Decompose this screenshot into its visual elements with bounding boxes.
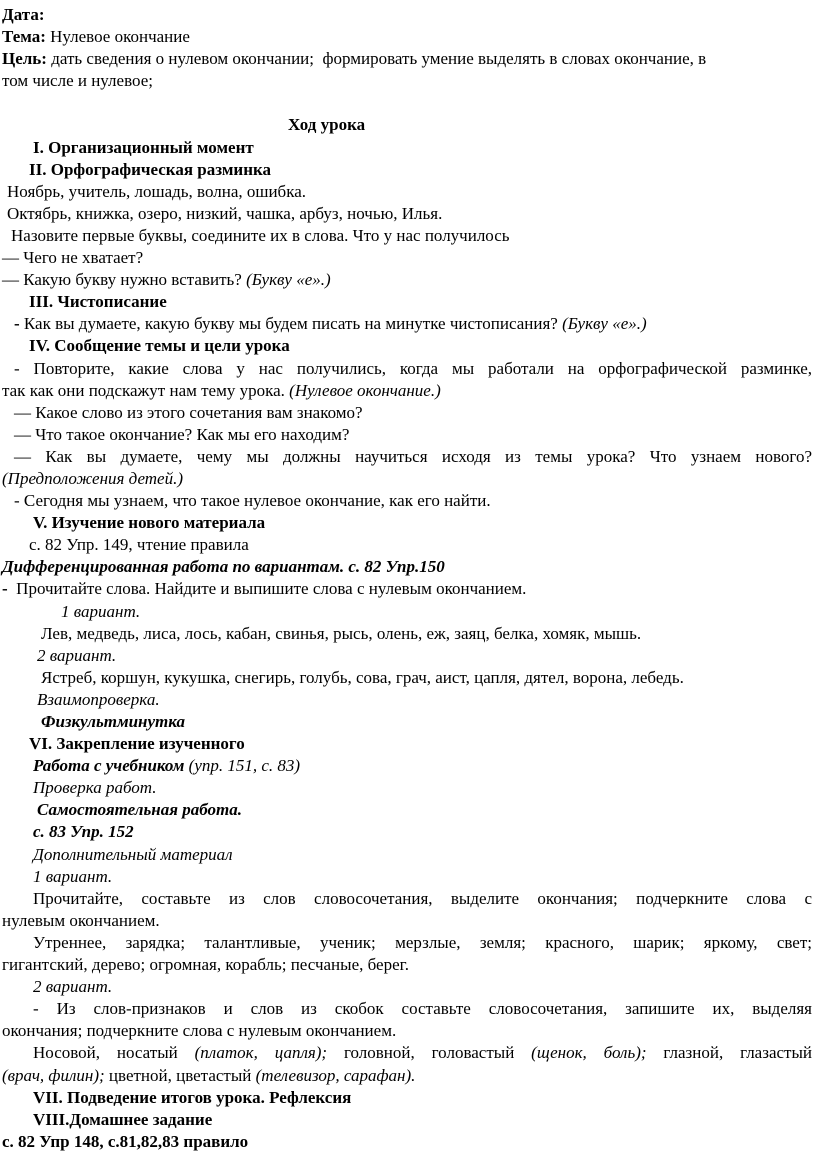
text-run: — Какую букву нужно вставить? <box>2 270 247 290</box>
paragraph <box>0 910 814 932</box>
paragraph <box>0 1065 814 1087</box>
text-run: Прочитайте, составьте из слов словосочетания, выделите окончания; подчеркните слова с <box>33 888 812 908</box>
text-run: том числе и нулевое; <box>2 71 153 91</box>
paragraph <box>0 821 814 843</box>
text-run: (упр. 151, с. 83) <box>184 756 301 776</box>
text-run: с. 82 Упр 148, с.81,82,83 правило <box>2 1131 249 1151</box>
paragraph <box>0 799 814 821</box>
paragraph <box>0 601 814 623</box>
text-run: Дополнительный материал <box>33 844 233 864</box>
section-1-heading <box>0 137 814 159</box>
text-run: цветной, цветастый <box>104 1065 256 1085</box>
text-run: Как вы думаете, какую букву мы будем писать на минутке чистописания? <box>23 314 563 334</box>
text-run: Цель: <box>2 49 47 69</box>
text-run: - Из слов-признаков и слов из скобок составьте словосочетания, запишите их, выделяя <box>33 999 812 1019</box>
paragraph <box>0 225 814 247</box>
text-run: Взаимопроверка. <box>37 689 160 709</box>
text-run: Прочитайте слова. Найдите и выпишите слова с нулевым окончанием. <box>16 579 527 599</box>
paragraph <box>0 755 814 777</box>
text-run: глазной, глазастый <box>646 1043 812 1063</box>
text-run: VIII.Домашнее задание <box>33 1109 213 1129</box>
paragraph <box>0 667 814 689</box>
text-run: Назовите первые буквы, соедините их в слова. Что у нас получилось <box>11 225 510 245</box>
paragraph <box>0 777 814 799</box>
goal-line-2 <box>0 70 814 92</box>
paragraph <box>0 358 814 380</box>
text-run: (телевизор, сарафан). <box>255 1065 416 1085</box>
text-run: гигантский, дерево; огромная, корабль; песчаные, берег. <box>2 955 409 975</box>
text-run: Физкультминутка <box>41 712 185 731</box>
text-run: Работа с учебником <box>33 756 185 776</box>
text-run: Утреннее, зарядка; талантливые, ученик; мерзлые, земля; красного, шарик; яркому, свет; <box>33 932 812 952</box>
text-run: — Как вы думаете, чему мы должны научиться исходя из темы урока? Что узнаем нового? <box>14 446 812 466</box>
text-run: - <box>14 314 24 334</box>
paragraph <box>0 490 814 512</box>
text-run: VII. Подведение итогов урока. Рефлексия <box>33 1087 352 1107</box>
text-run: 2 вариант. <box>33 977 113 997</box>
paragraph <box>0 998 814 1020</box>
text-run: Самостоятельная работа. <box>37 800 242 820</box>
text-run: - Повторите, какие слова у нас получились, когда мы работали на орфографической разминке, <box>14 358 812 378</box>
section-4-heading <box>0 335 814 357</box>
text-run: 1 вариант. <box>61 601 141 621</box>
paragraph <box>0 181 814 203</box>
text-run: Дифференцированная работа по вариантам. с. 82 Упр.150 <box>2 557 445 577</box>
text-run: Нулевое окончание <box>45 27 190 47</box>
paragraph <box>0 468 814 490</box>
text-run: (щенок, боль); <box>531 1043 647 1063</box>
text-run: Ястреб, коршун, кукушка, снегирь, голубь, сова, грач, аист, цапля, дятел, ворона, лебедь. <box>41 667 684 687</box>
text-run: I. Организационный момент <box>33 137 254 157</box>
text-run: окончания; подчеркните слова с нулевым окончанием. <box>2 1021 397 1041</box>
paragraph <box>0 711 814 733</box>
paragraph <box>0 844 814 866</box>
text-run: - <box>2 579 17 599</box>
text-run: 2 вариант. <box>37 645 117 665</box>
text-run: (Предположения детей.) <box>2 468 184 488</box>
paragraph <box>0 446 814 468</box>
paragraph <box>0 1042 814 1064</box>
section-6-heading <box>0 733 814 755</box>
section-8-heading <box>0 1109 814 1131</box>
text-run: с. 82 Упр. 149, чтение правила <box>29 535 249 555</box>
text-run: Октябрь, книжка, озеро, низкий, чашка, арбуз, ночью, Илья. <box>7 203 443 223</box>
text-run: (Букву «е».) <box>246 270 331 290</box>
topic-line <box>0 26 814 48</box>
text-run: так как они подскажут нам тему урока. <box>2 380 290 400</box>
text-run: VI. Закрепление изученного <box>29 734 245 754</box>
paragraph <box>0 888 814 910</box>
goal-line <box>0 48 814 70</box>
text-run: III. Чистописание <box>29 292 167 312</box>
paragraph <box>0 976 814 998</box>
paragraph <box>0 203 814 225</box>
text-run: V. Изучение нового материала <box>33 513 266 533</box>
paragraph <box>0 380 814 402</box>
paragraph <box>0 534 814 556</box>
blank-line <box>0 92 814 114</box>
text-run: IV. Сообщение темы и цели урока <box>29 336 290 356</box>
paragraph <box>0 954 814 976</box>
date-line <box>0 4 814 26</box>
text-run: — Что такое окончание? Как мы его находим? <box>14 424 350 444</box>
text-run: Тема: <box>2 27 46 47</box>
paragraph <box>0 402 814 424</box>
lesson-flow-heading <box>0 114 814 136</box>
text-run: (Букву «е».) <box>562 314 647 334</box>
section-3-heading <box>0 291 814 313</box>
text-run: (платок, цапля); <box>194 1043 328 1063</box>
section-7-heading <box>0 1087 814 1109</box>
section-2-heading <box>0 159 814 181</box>
paragraph <box>0 866 814 888</box>
paragraph <box>0 932 814 954</box>
text-run: нулевым окончанием. <box>2 910 160 930</box>
paragraph <box>0 623 814 645</box>
text-run: Проверка работ. <box>33 778 157 798</box>
text-run: — Какое слово из этого сочетания вам знакомо? <box>14 402 363 422</box>
paragraph <box>0 313 814 335</box>
text-run: Лев, медведь, лиса, лось, кабан, свинья, рысь, олень, еж, заяц, белка, хомяк, мышь. <box>41 623 642 643</box>
paragraph <box>0 689 814 711</box>
text-run: (Нулевое окончание.) <box>289 380 441 400</box>
section-5-heading <box>0 512 814 534</box>
paragraph <box>0 424 814 446</box>
paragraph <box>0 269 814 291</box>
text-run: — Чего не хватает? <box>2 248 144 268</box>
text-run: Дата: <box>2 5 45 24</box>
text-run: головной, головастый <box>327 1043 532 1063</box>
text-run: 1 вариант. <box>33 866 113 886</box>
text-run: с. 83 Упр. 152 <box>33 822 134 842</box>
paragraph <box>0 578 814 600</box>
text-run: дать сведения о нулевом окончании; формировать умение выделять в словах окончание, в <box>46 49 707 69</box>
text-run: Ход урока <box>288 115 366 135</box>
text-run: - Сегодня мы узнаем, что такое нулевое окончание, как его найти. <box>14 491 491 511</box>
text-run: Ноябрь, учитель, лошадь, волна, ошибка. <box>7 181 307 201</box>
text-run: Носовой, носатый <box>33 1043 195 1063</box>
paragraph <box>0 247 814 269</box>
text-run: II. Орфографическая разминка <box>29 159 272 179</box>
paragraph <box>0 556 814 578</box>
text-run: (врач, филин); <box>2 1065 105 1085</box>
paragraph <box>0 645 814 667</box>
paragraph <box>0 1020 814 1042</box>
